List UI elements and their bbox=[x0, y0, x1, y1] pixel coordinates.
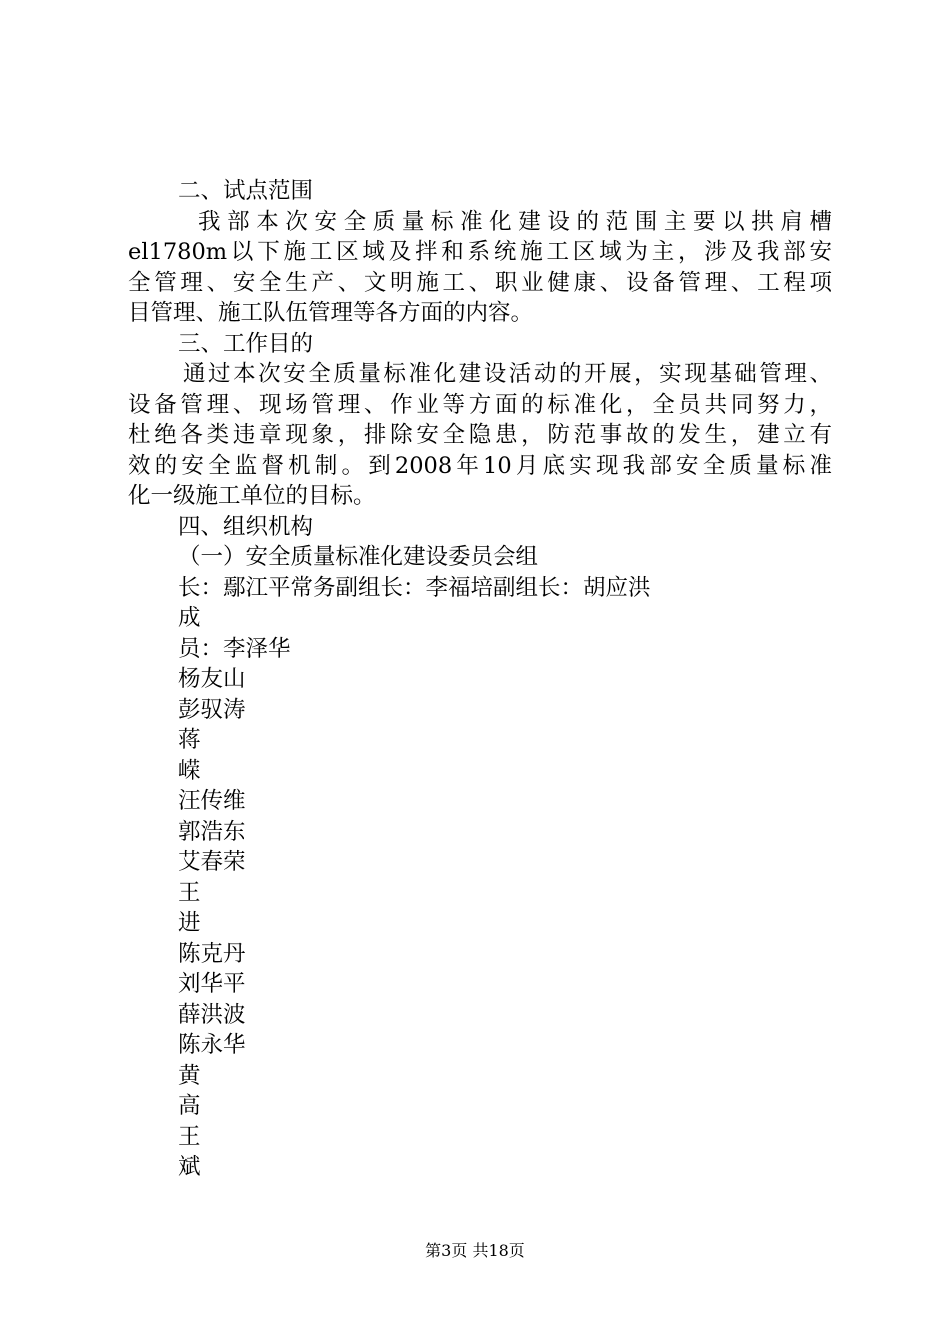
member-name: 王 bbox=[178, 880, 201, 906]
paragraph-line: 通过本次安全质量标准化建设活动的开展，实现基础管理、 bbox=[183, 361, 832, 387]
member-name: 薛洪波 bbox=[178, 1002, 246, 1028]
paragraph-line: 化一级施工单位的目标。 bbox=[128, 483, 376, 509]
paragraph-line: 效的安全监督机制。到2008年10月底实现我部安全质量标准 bbox=[128, 453, 832, 479]
member-name: 杨友山 bbox=[178, 666, 246, 692]
paragraph-line: 设备管理、现场管理、作业等方面的标准化，全员共同努力， bbox=[128, 392, 832, 418]
member-name: 斌 bbox=[178, 1154, 201, 1180]
member-name: 嵘 bbox=[178, 758, 201, 784]
members-label-line: 成 bbox=[178, 605, 201, 631]
paragraph-line: el1780m以下施工区域及拌和系统施工区域为主，涉及我部安 bbox=[128, 239, 832, 265]
member-name: 高 bbox=[178, 1093, 201, 1119]
member-name: 王 bbox=[178, 1124, 201, 1150]
section-heading-organization: 四、组织机构 bbox=[178, 514, 314, 540]
member-name: 彭驭涛 bbox=[178, 697, 246, 723]
paragraph-line: 我部本次安全质量标准化建设的范围主要以拱肩槽 bbox=[198, 209, 832, 235]
section-heading-goal: 三、工作目的 bbox=[178, 331, 314, 357]
section-heading-scope: 二、试点范围 bbox=[178, 178, 314, 204]
paragraph-line: 全管理、安全生产、文明施工、职业健康、设备管理、工程项 bbox=[128, 270, 832, 296]
subsection-heading-committee: （一）安全质量标准化建设委员会组 bbox=[178, 544, 539, 570]
member-name: 陈克丹 bbox=[178, 941, 246, 967]
member-name: 陈永华 bbox=[178, 1032, 246, 1058]
member-name: 郭浩东 bbox=[178, 819, 246, 845]
page-footer: 第3页 共18页 bbox=[425, 1241, 525, 1260]
member-name: 汪传维 bbox=[178, 788, 246, 814]
member-name: 刘华平 bbox=[178, 971, 246, 997]
committee-leaders-line: 长：鄢江平常务副组长：李福培副组长：胡应洪 bbox=[178, 575, 651, 601]
member-name: 员：李泽华 bbox=[178, 636, 291, 662]
paragraph-line: 杜绝各类违章现象，排除安全隐患，防范事故的发生，建立有 bbox=[128, 422, 832, 448]
member-name: 黄 bbox=[178, 1063, 201, 1089]
member-name: 蒋 bbox=[178, 727, 201, 753]
member-name: 艾春荣 bbox=[178, 849, 246, 875]
member-name: 进 bbox=[178, 910, 201, 936]
paragraph-line: 目管理、施工队伍管理等各方面的内容。 bbox=[128, 300, 534, 326]
